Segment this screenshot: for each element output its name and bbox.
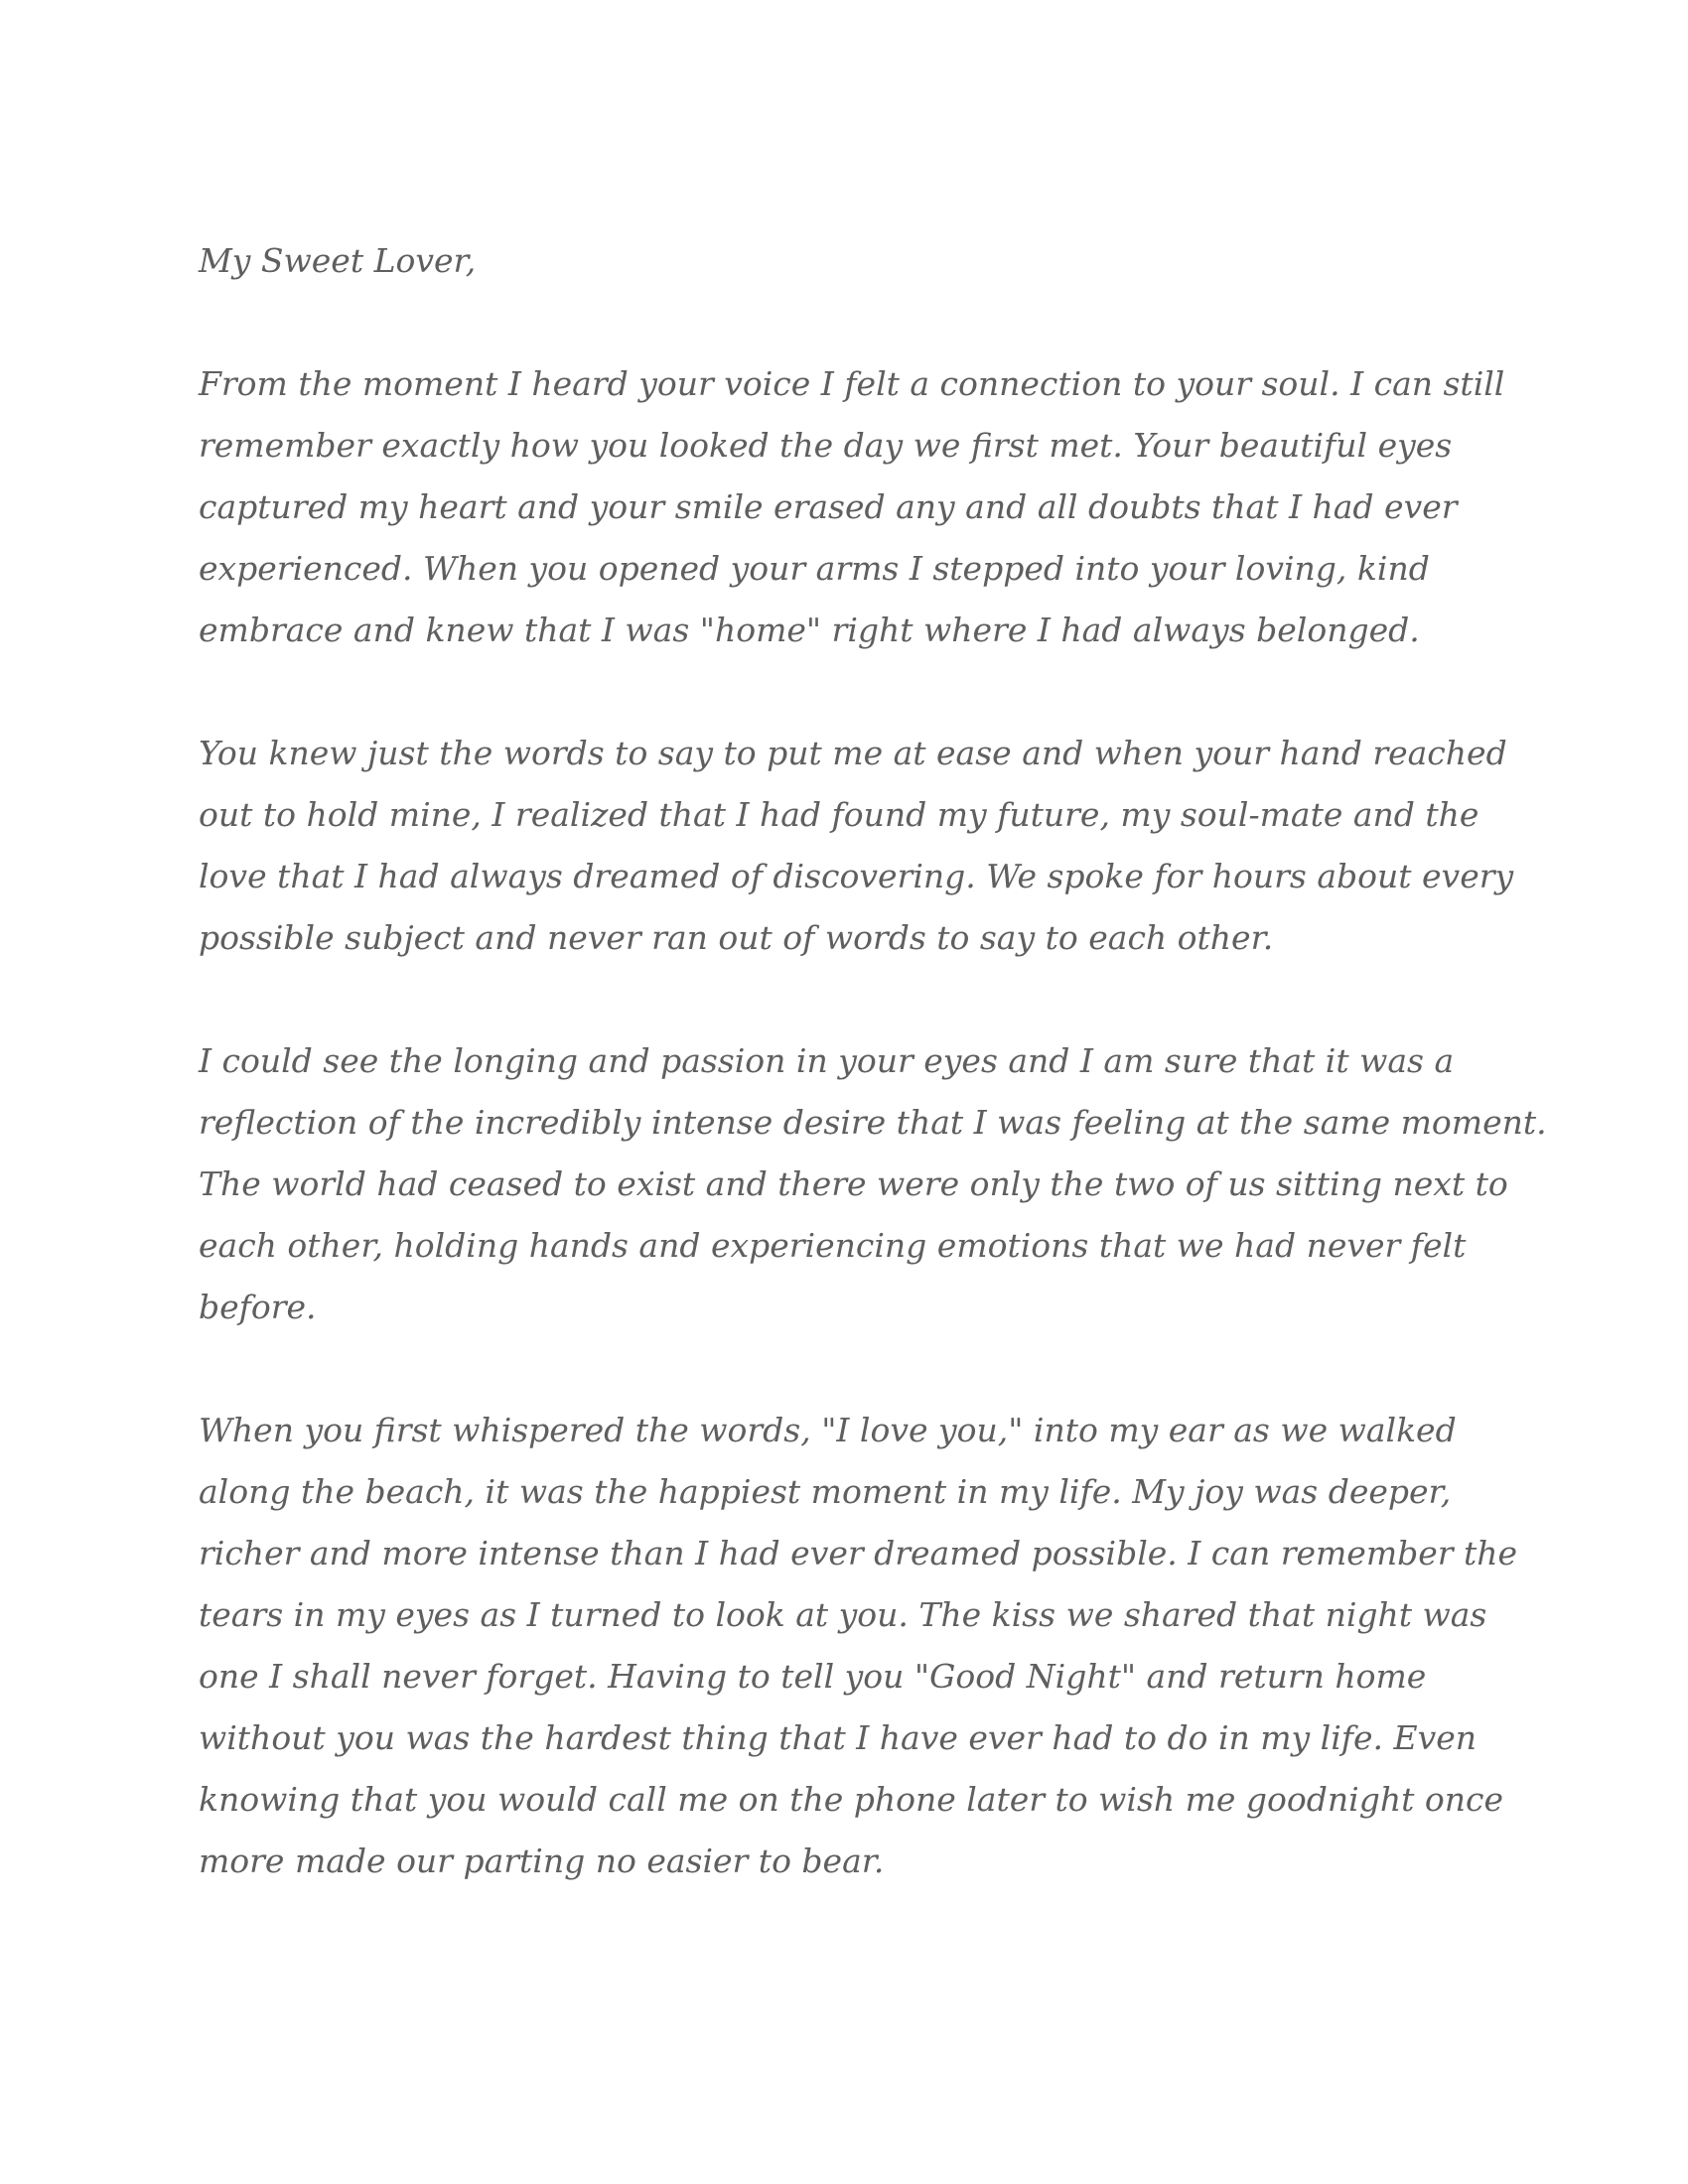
paragraph-2 [199, 723, 1514, 969]
paragraph-line: more made our parting no easier to bear. [199, 1842, 885, 1880]
paragraph-4 [199, 1400, 1518, 1892]
paragraph-line: From the moment I heard your voice I felt a connection to your soul. I can still [199, 364, 1505, 403]
paragraph-line: one I shall never forget. Having to tell you "Good Night" and return home [199, 1657, 1427, 1696]
paragraph-3 [199, 1030, 1547, 1338]
paragraph-line: embrace and knew that I was "home" right where I had always belonged. [199, 611, 1420, 649]
paragraph-line: The world had ceased to exist and there were only the two of us sitting next to [199, 1164, 1508, 1203]
paragraph-line: I could see the longing and passion in your eyes and I am sure that it was a [199, 1041, 1455, 1080]
paragraph-line: possible subject and never ran out of words to say to each other. [199, 918, 1274, 957]
letter-body [199, 230, 1547, 1954]
paragraph-line: tears in my eyes as I turned to look at you. The kiss we shared that night was [199, 1595, 1487, 1634]
paragraph-line: When you first whispered the words, "I love you," into my ear as we walked [199, 1411, 1457, 1449]
paragraph-line: richer and more intense than I had ever dreamed possible. I can remember the [199, 1534, 1518, 1572]
paragraph-line: love that I had always dreamed of discovering. We spoke for hours about every [199, 857, 1514, 895]
paragraph-line: before. [199, 1288, 317, 1326]
paragraph-line: experienced. When you opened your arms I stepped into your loving, kind [199, 549, 1430, 588]
salutation-line: My Sweet Lover, [199, 241, 477, 280]
paragraph-line: out to hold mine, I realized that I had found my future, my soul-mate and the [199, 795, 1479, 834]
paragraph-line: without you was the hardest thing that I have ever had to do in my life. Even [199, 1718, 1477, 1757]
paragraph-line: reflection of the incredibly intense desire that I was feeling at the same moment. [199, 1103, 1547, 1142]
paragraph-1 [199, 353, 1505, 661]
paragraph-line: each other, holding hands and experiencing emotions that we had never felt [199, 1226, 1467, 1265]
paragraph-line: captured my heart and your smile erased any and all doubts that I had ever [199, 487, 1458, 526]
salutation [199, 230, 1499, 292]
paragraph-line: knowing that you would call me on the phone later to wish me goodnight once [199, 1780, 1503, 1819]
paragraph-line: You knew just the words to say to put me at ease and when your hand reached [199, 734, 1507, 772]
paragraph-line: along the beach, it was the happiest moment in my life. My joy was deeper, [199, 1472, 1452, 1511]
paragraph-line: remember exactly how you looked the day we first met. Your beautiful eyes [199, 426, 1453, 465]
